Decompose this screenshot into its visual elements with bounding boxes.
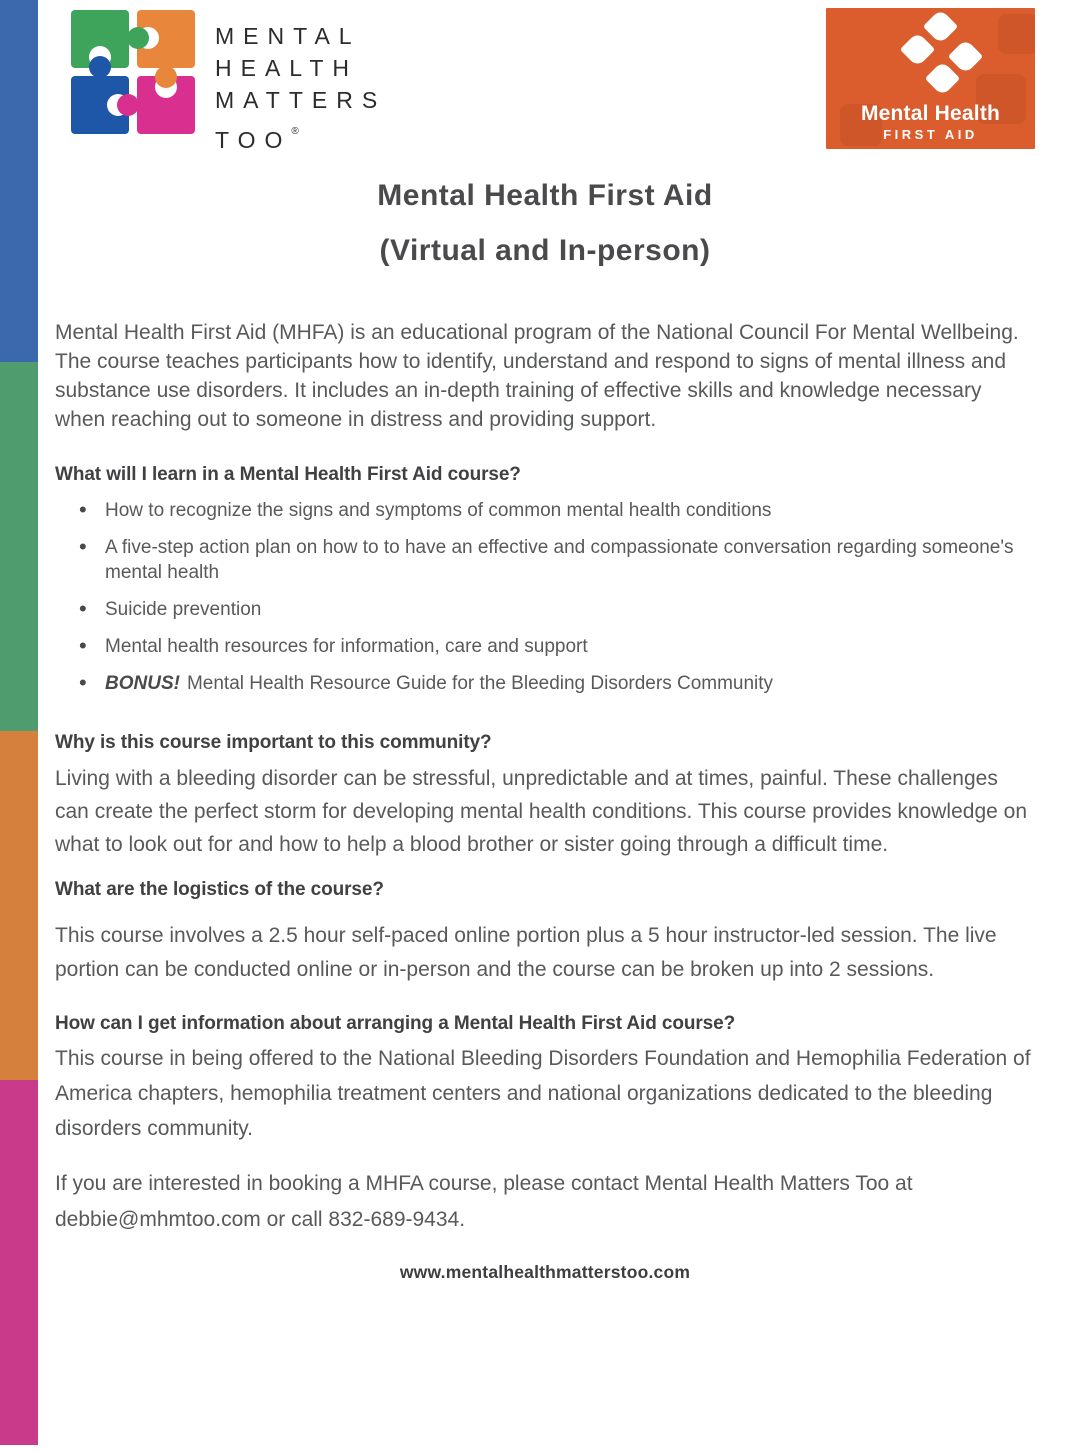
accent-bar-green: [0, 362, 38, 731]
section-heading-learn: What will I learn in a Mental Health First Aid course?: [55, 464, 521, 485]
arrange-paragraph: This course in being offered to the National Bleeding Disorders Foundation and Hemophilia Federation of America chapters, hemophilia treatment centers and national organizations dedicated to the bleeding disorders community.: [55, 1047, 1031, 1140]
first-aid-cross-icon: [948, 39, 983, 74]
puzzle-pieces-icon: [69, 8, 197, 136]
mhmt-brand-logo: [69, 8, 386, 156]
registered-mark: ®: [291, 126, 299, 137]
brand-line: MATTERS: [215, 87, 387, 113]
accent-bar-blue: [0, 0, 38, 362]
header: [55, 0, 1035, 152]
section-heading-arrange: How can I get information about arranging a Mental Health First Aid course?: [55, 1013, 736, 1034]
page-title-line1: Mental Health First Aid: [377, 179, 713, 212]
logistics-paragraph: This course involves a 2.5 hour self-paced online portion plus a 5 hour instructor-led session. The live portion can be conducted online or in-person and the course can be broken up into 2 sessions.: [55, 924, 997, 981]
first-aid-cross-icon: [900, 32, 935, 67]
section-heading-logistics: What are the logistics of the course?: [55, 879, 384, 900]
mhfa-logo-title: Mental Health: [860, 102, 1001, 125]
brand-line: TOO®: [215, 126, 299, 153]
intro-paragraph: Mental Health First Aid (MHFA) is an educational program of the National Council For Mental Wellbeing. The course teaches participants how to identify, understand and respond to signs of mental illness and substance use disorders. It includes an in-depth training of effective skills and knowledge necessary when reaching out to someone in distress and providing support.: [55, 321, 1019, 431]
brand-wordmark: [215, 8, 386, 156]
bonus-label: BONUS!: [105, 673, 180, 694]
logo-texture-square: [998, 14, 1035, 54]
page-title-line2: (Virtual and In-person): [379, 234, 711, 267]
bullet-item: • How to recognize the signs and symptoms of common mental health conditions: [105, 498, 1035, 523]
page-title: [55, 168, 1035, 278]
bullet-item: • Suicide prevention: [105, 597, 1035, 622]
accent-bar-pink: [0, 1080, 38, 1445]
contact-paragraph: If you are interested in booking a MHFA course, please contact Mental Health Matters Too at debbie@mhmtoo.com or call 832-689-9434.: [55, 1172, 913, 1231]
content-column: [38, 0, 1080, 1283]
mhfa-logo-text: [826, 102, 1035, 142]
mhfa-logo-subtitle: FIRST AID: [883, 127, 978, 142]
first-aid-cross-icon: [925, 61, 960, 96]
why-paragraph: Living with a bleeding disorder can be stressful, unpredictable and at times, painful. These challenges can create the perfect storm for developing mental health conditions. This course provides knowledge on what to look out for and how to help a blood brother or sister going through a difficult time.: [55, 767, 1027, 856]
brand-line: MENTAL: [215, 23, 361, 49]
bullet-item: • A five-step action plan on how to to have an effective and compassionate conversation regarding someone's mental health: [105, 535, 1035, 585]
bullet-item: • Mental health resources for information, care and support: [105, 634, 1035, 659]
brand-line: HEALTH: [215, 55, 359, 81]
mhfa-logo: [826, 8, 1035, 149]
left-accent-bar: [0, 0, 38, 1452]
bullet-item-bonus: • BONUS! Mental Health Resource Guide for the Bleeding Disorders Community: [105, 671, 1035, 696]
first-aid-cross-icon: [923, 9, 958, 44]
accent-bar-orange: [0, 731, 38, 1080]
section-heading-why: Why is this course important to this community?: [55, 732, 492, 753]
learn-bullet-list: [55, 498, 1035, 696]
website-url[interactable]: www.mentalhealthmatterstoo.com: [399, 1262, 691, 1282]
